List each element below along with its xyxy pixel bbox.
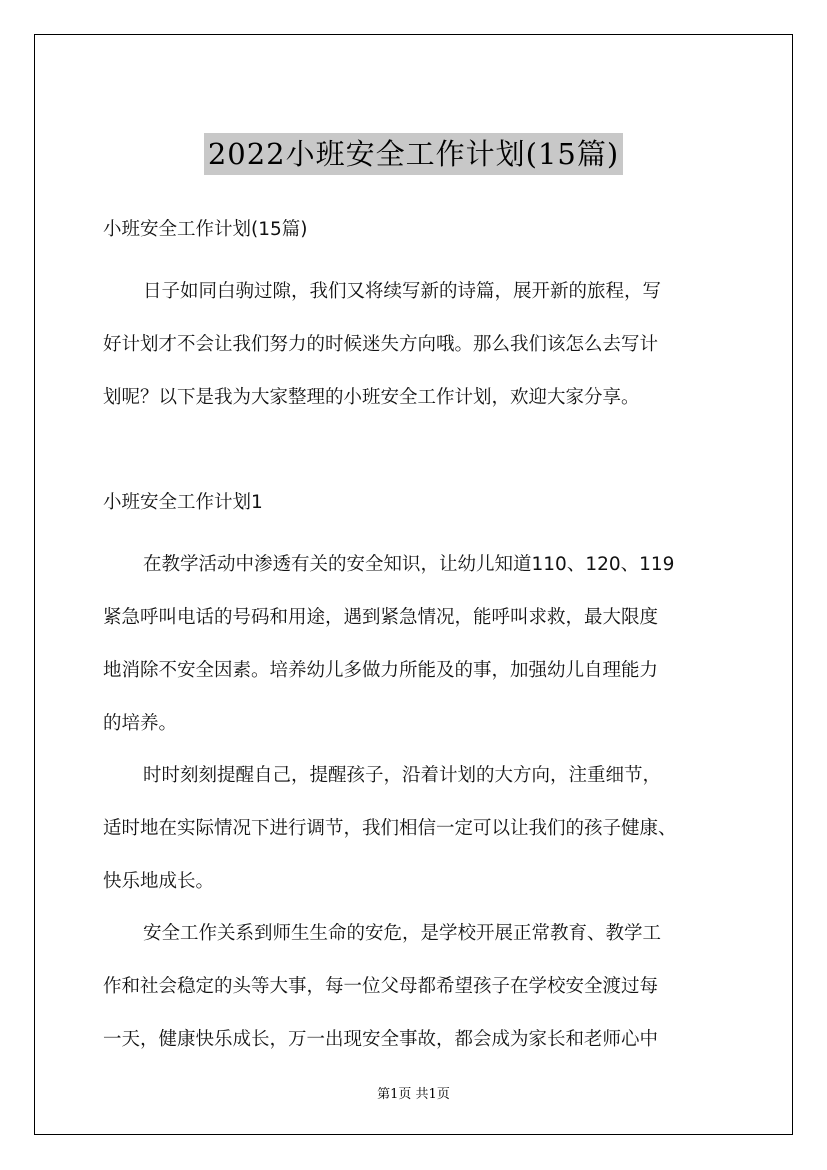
paragraph-line: 紧急呼叫电话的号码和用途，遇到紧急情况，能呼叫求救，最大限度 (103, 607, 659, 628)
paragraph-line: 适时地在实际情况下进行调节，我们相信一定可以让我们的孩子健康、 (103, 818, 677, 839)
body-paragraph (103, 538, 743, 750)
page-number-footer: 第1页 共1页 (377, 1087, 450, 1102)
title-container (35, 133, 792, 175)
paragraph-line: 作和社会稳定的头等大事，每一位父母都希望孩子在学校安全渡过每 (103, 976, 659, 997)
paragraph-line: 日子如同白驹过隙，我们又将续写新的诗篇，展开新的旅程，写 (143, 281, 662, 302)
document-subtitle: 小班安全工作计划(15篇) (103, 219, 308, 240)
paragraph-line: 的培养。 (103, 713, 178, 734)
intro-paragraph (103, 265, 743, 424)
paragraph-line: 地消除不安全因素。培养幼儿多做力所能及的事，加强幼儿自理能力 (103, 660, 659, 681)
paragraph-line: 一天，健康快乐成长，万一出现安全事故，都会成为家长和老师心中 (103, 1029, 659, 1050)
body-paragraph (103, 907, 743, 1066)
paragraph-line: 时时刻刻提醒自己，提醒孩子，沿着计划的大方向，注重细节， (143, 765, 662, 786)
document-title: 2022小班安全工作计划(15篇) (204, 133, 623, 175)
paragraph-line: 好计划才不会让我们努力的时候迷失方向哦。那么我们该怎么去写计 (103, 334, 659, 355)
paragraph-line: 安全工作关系到师生生命的安危，是学校开展正常教育、教学工 (143, 923, 662, 944)
body-paragraph (103, 749, 743, 908)
document-page (34, 34, 793, 1135)
paragraph-line: 快乐地成长。 (103, 871, 215, 892)
section-heading: 小班安全工作计划1 (103, 492, 263, 513)
paragraph-line: 在教学活动中渗透有关的安全知识，让幼儿知道110、120、119 (143, 554, 675, 575)
paragraph-line: 划呢？以下是我为大家整理的小班安全工作计划，欢迎大家分享。 (103, 387, 640, 408)
